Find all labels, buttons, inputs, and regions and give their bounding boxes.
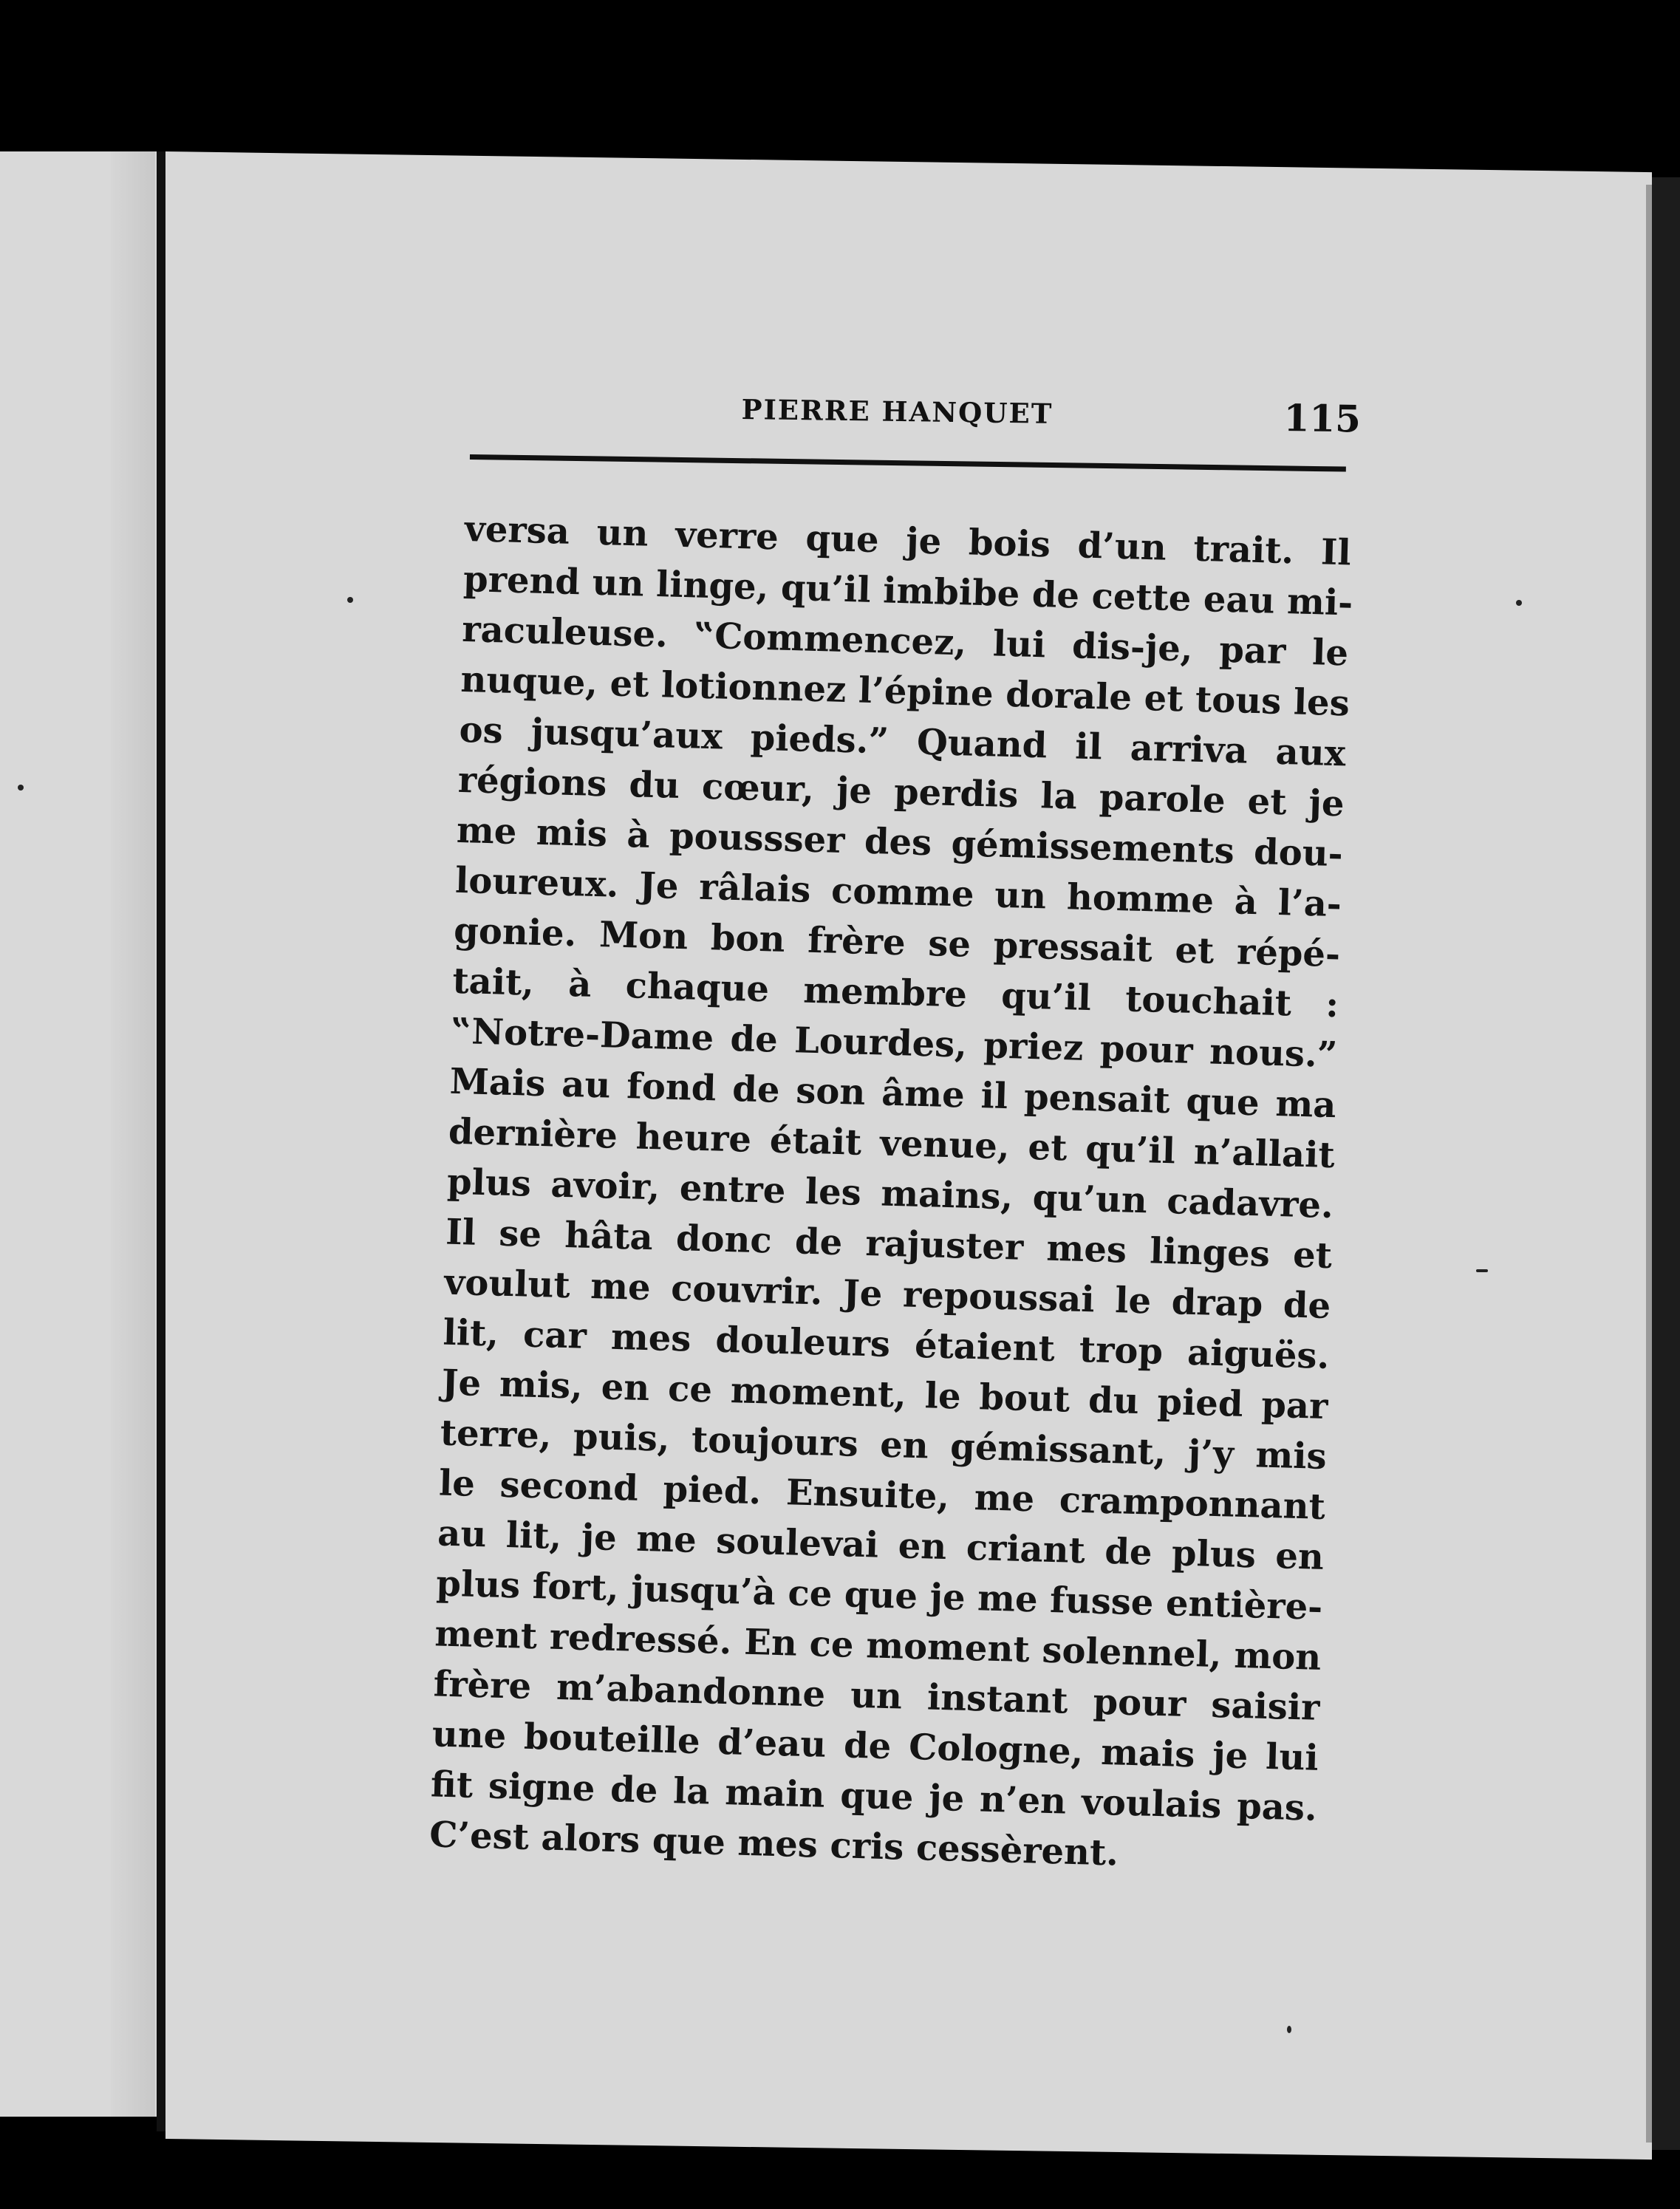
text-line: prend un linge, qu’il imbibe de cette eau mi- (462, 558, 1353, 624)
text-line: dernière heure était venue, et qu’il n’allait (448, 1110, 1336, 1177)
dust-speck (347, 597, 353, 603)
left-page-fold (111, 151, 155, 2117)
text-line: tait, à chaque membre qu’il touchait : (451, 960, 1339, 1026)
text-line: fit signe de la main que je n’en voulais pas. (430, 1764, 1318, 1829)
running-title: PIERRE HANQUET (741, 393, 1054, 430)
text-line: raculeuse. ‟Commencez, lui dis-je, par le (461, 608, 1349, 675)
dust-speck (1476, 1269, 1488, 1272)
text-line: terre, puis, toujours en gémissant, j’y mis (440, 1412, 1328, 1478)
text-line: ment redressé. En ce moment solennel, mon (434, 1613, 1322, 1679)
text-line: gonie. Mon bon frère se pressait et répé- (453, 909, 1341, 976)
body-text (428, 504, 1351, 1884)
text-line: plus fort, jusqu’à ce que je me fusse entière- (435, 1563, 1323, 1628)
text-line: plus avoir, entre les mains, qu’un cadavre. (446, 1161, 1334, 1227)
text-line: C’est alors que mes cris cessèrent. (428, 1814, 1119, 1874)
right-border (1652, 177, 1680, 2150)
text-line: Il se hâta donc de rajuster mes linges et (445, 1211, 1333, 1277)
page-number: 115 (1283, 396, 1362, 441)
text-line: versa un verre que je bois d’un trait. Il (464, 508, 1352, 574)
text-line: une bouteille d’eau de Cologne, mais je lui (431, 1713, 1319, 1779)
text-line: au lit, je me soulevai en criant de plus en (437, 1512, 1325, 1578)
book-spine (157, 151, 165, 2131)
text-line: ‟Notre-Dame de Lourdes, priez pour nous.” (450, 1010, 1339, 1076)
text-line: nuque, et lotionnez l’épine dorale et tous les (460, 658, 1351, 725)
text-line: os jusqu’aux pieds.” Quand il arriva aux (458, 709, 1347, 775)
text-line: loureux. Je râlais comme un homme à l’a- (454, 859, 1342, 926)
text-line: régions du cœur, je perdis la parole et je (457, 759, 1345, 825)
text-line: lit, car mes douleurs étaient trop aiguës. (442, 1311, 1330, 1378)
text-line: frère m’abandonne un instant pour saisir (433, 1663, 1321, 1729)
dust-speck (1287, 2026, 1291, 2033)
text-line: voulut me couvrir. Je repoussai le drap de (443, 1261, 1331, 1328)
text-line: me mis à poussser des gémissements dou- (456, 809, 1344, 875)
text-line: le second pied. Ensuite, me cramponnant (438, 1462, 1326, 1528)
dust-speck (18, 785, 24, 791)
text-line: Je mis, en ce moment, le bout du pied par (441, 1362, 1329, 1428)
text-line: Mais au fond de son âme il pensait que ma (449, 1060, 1337, 1127)
dust-speck (1516, 600, 1522, 606)
